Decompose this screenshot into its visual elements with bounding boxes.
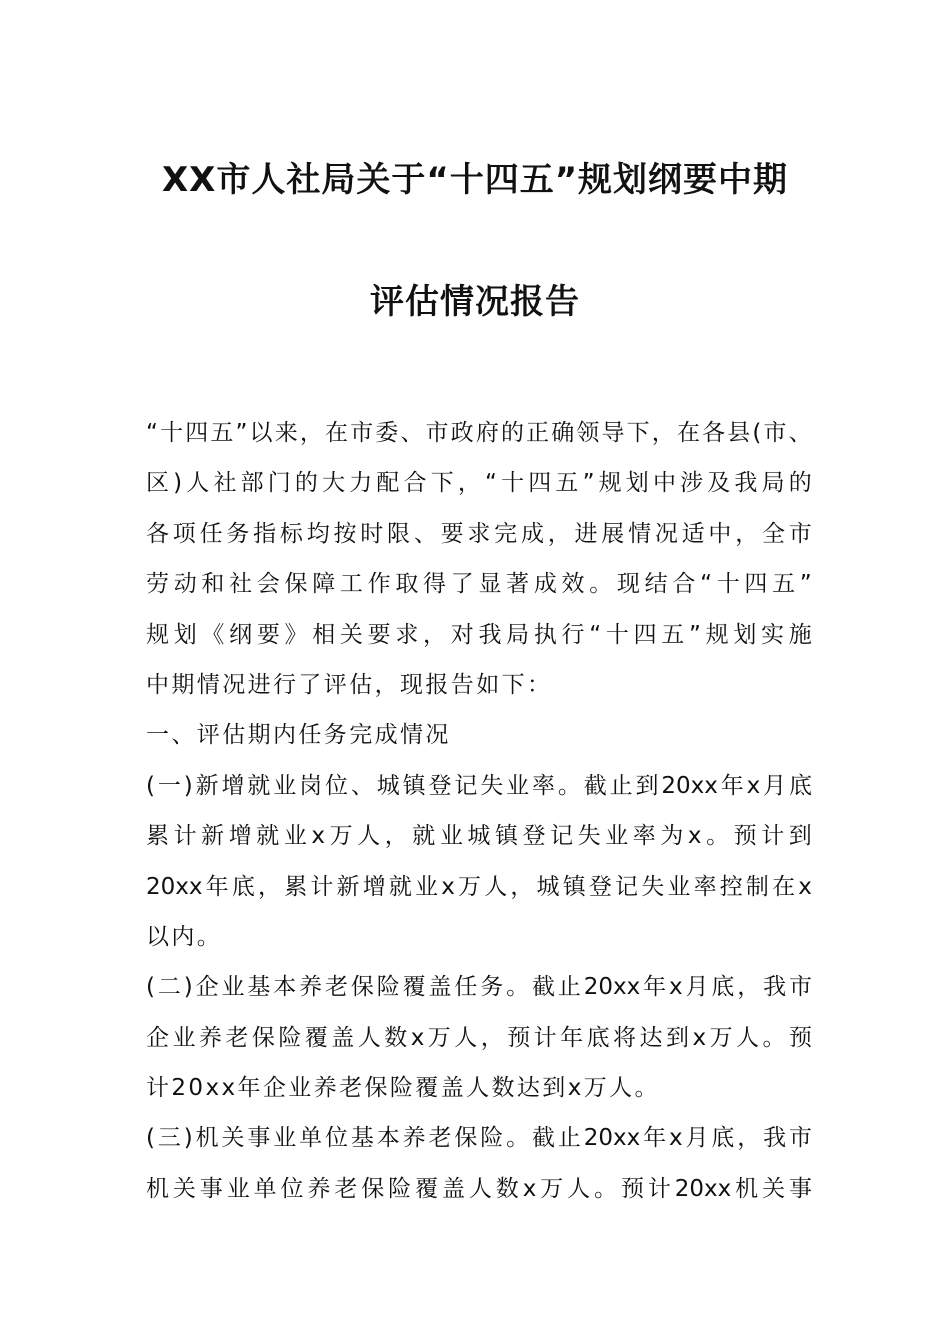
body-line: 中期情况进行了评估，现报告如下： [146, 671, 553, 698]
section-heading: 一、评估期内任务完成情况 [146, 722, 451, 749]
body-line: 20xx 年 底 ， 累 计 新 增 就 业 x 万 人 ， 城 镇 登 记 失 业 率 控 制 在 x [146, 873, 812, 900]
body-line: 各 项 任 务 指 标 均 按 时 限 、 要 求 完 成 ， 进 展 情 况 适 中 ， 全 市 [146, 520, 812, 547]
body-line: 区 ) 人 社 部 门 的 大 力 配 合 下 ， “ 十 四 五 ” 规 划 中 涉 及 我 局 的 [146, 470, 812, 497]
body-line: 计20xx年企业养老保险覆盖人数达到x万人。 [146, 1075, 660, 1102]
body-line: 机 关 事 业 单 位 养 老 保 险 覆 盖 人 数 x 万 人 。 预 计 20xx 机 关 事 [146, 1175, 812, 1202]
body-line: 规 划 《 纲 要 》 相 关 要 求 ， 对 我 局 执 行 “ 十 四 五 ” 规 划 实 施 [146, 621, 812, 648]
document-title-line-2: 评估情况报告 [370, 282, 580, 322]
body-line: 劳 动 和 社 会 保 障 工 作 取 得 了 显 著 成 效 。 现 结 合 “ 十 四 五 ” [146, 571, 812, 598]
body-line: 以内。 [146, 923, 223, 950]
body-line: 企 业 养 老 保 险 覆 盖 人 数 x 万 人 ， 预 计 年 底 将 达 到 x 万 人 。 预 [146, 1024, 812, 1051]
body-line: ( 一 ) 新 增 就 业 岗 位 、 城 镇 登 记 失 业 率 。 截 止 到 20xx 年 x 月 底 [146, 772, 812, 799]
document-title-line-1: XX市人社局关于“十四五”规划纲要中期 [161, 160, 789, 200]
body-line: “ 十 四 五 ” 以 来 ， 在 市 委 、 市 政 府 的 正 确 领 导 下 ， 在 各 县 ( 市 、 [146, 420, 812, 446]
body-line: 累 计 新 增 就 业 x 万 人 ， 就 业 城 镇 登 记 失 业 率 为 x 。 预 计 到 [146, 823, 812, 850]
document-body [146, 408, 812, 1214]
body-line: ( 二 ) 企 业 基 本 养 老 保 险 覆 盖 任 务 。 截 止 20xx 年 x 月 底 ， 我 市 [146, 974, 812, 1001]
body-line: ( 三 ) 机 关 事 业 单 位 基 本 养 老 保 险 。 截 止 20xx 年 x 月 底 ， 我 市 [146, 1125, 812, 1152]
